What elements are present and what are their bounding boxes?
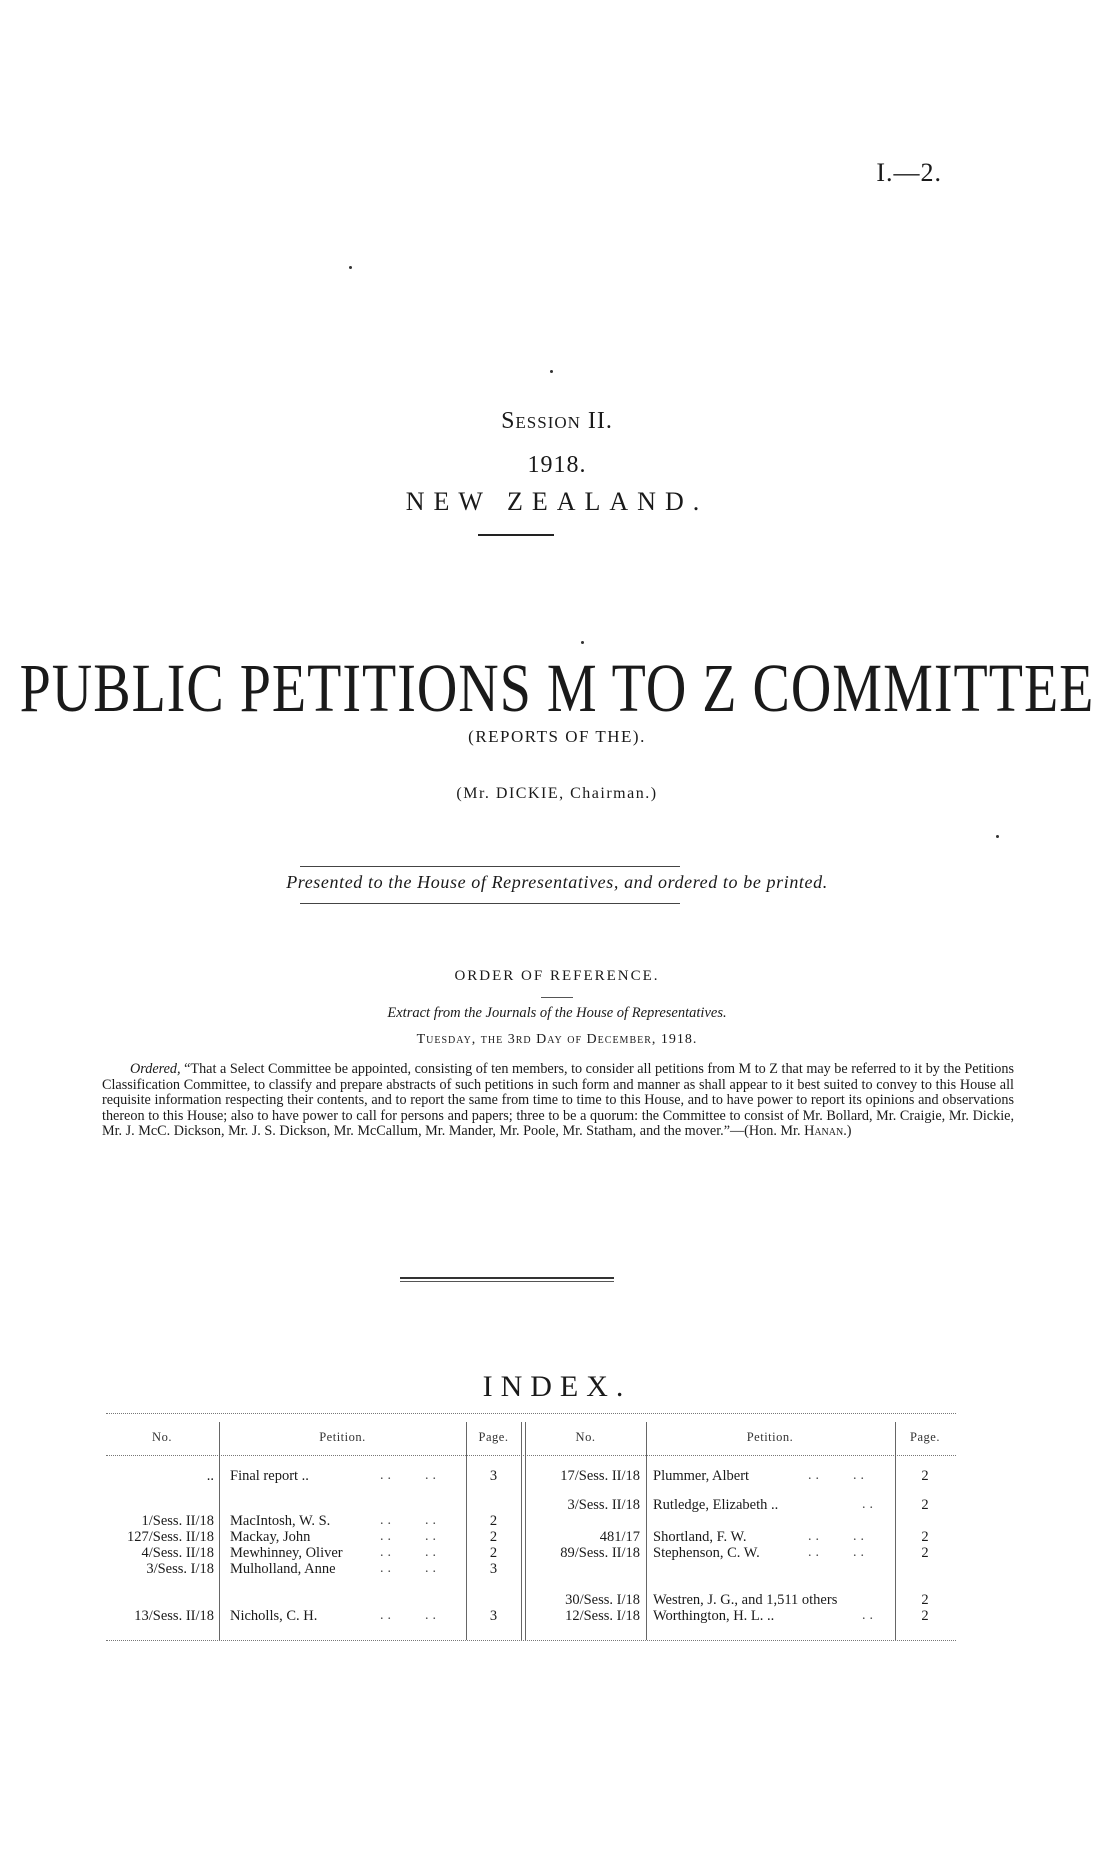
entry-number: 481/17	[599, 1529, 640, 1545]
order-tail: .)	[843, 1123, 852, 1139]
leader-dots: ..	[862, 1497, 877, 1512]
print-speck	[581, 641, 584, 644]
entry-page: 2	[921, 1468, 929, 1484]
divider-rule	[400, 1277, 614, 1279]
divider-rule	[300, 866, 680, 867]
table-rule	[106, 1413, 956, 1414]
entry-number: 3/Sess. I/18	[146, 1561, 214, 1577]
country-name: NEW ZEALAND.	[405, 487, 709, 516]
print-speck	[349, 266, 352, 269]
header-no: No.	[575, 1430, 596, 1444]
document-title: PUBLIC PETITIONS M TO Z COMMITTEE	[19, 651, 1095, 727]
entry-page: 2	[921, 1529, 929, 1545]
leader-dots: .. ..	[380, 1608, 440, 1623]
leader-dots: .. ..	[808, 1545, 868, 1560]
leader-dots: .. ..	[380, 1561, 440, 1576]
entry-petitioner: Westren, J. G., and 1,511 others	[653, 1592, 838, 1608]
divider-rule	[541, 997, 573, 998]
header-no: No.	[152, 1430, 172, 1444]
entry-petitioner: Plummer, Albert	[653, 1468, 750, 1484]
entry-number: ..	[206, 1468, 214, 1484]
print-speck	[996, 835, 999, 838]
entry-petitioner: Worthington, H. L. ..	[653, 1608, 775, 1624]
entry-page: 2	[921, 1592, 929, 1608]
header-page: Page.	[478, 1430, 509, 1444]
entry-page: 2	[489, 1545, 498, 1561]
entry-number: 12/Sess. I/18	[565, 1608, 640, 1624]
order-date: Tuesday, the 3rd Day of December, 1918.	[416, 1032, 698, 1047]
divider-rule	[400, 1281, 614, 1282]
entry-petitioner: Stephenson, C. W.	[653, 1545, 760, 1561]
column-rule	[521, 1422, 522, 1640]
entry-petitioner: Final report ..	[230, 1468, 309, 1484]
ordered-word: Ordered,	[130, 1061, 181, 1077]
entry-page: 2	[921, 1545, 929, 1561]
entry-petitioner: Nicholls, C. H.	[230, 1608, 318, 1624]
entry-page: 3	[489, 1608, 498, 1624]
entry-page: 2	[921, 1497, 929, 1513]
table-rule	[106, 1640, 956, 1641]
entry-petitioner: Mulholland, Anne	[230, 1561, 336, 1577]
order-body	[102, 1062, 1014, 1140]
session-label: Session II.	[501, 408, 613, 434]
divider-rule	[478, 534, 554, 536]
header-petition: Petition.	[746, 1430, 794, 1444]
table-rule	[106, 1455, 956, 1456]
entry-page: 2	[489, 1513, 498, 1529]
leader-dots: .. ..	[808, 1529, 868, 1544]
entry-petitioner: Rutledge, Elizabeth ..	[653, 1497, 779, 1513]
entry-petitioner: Shortland, F. W.	[653, 1529, 747, 1545]
entry-number: 13/Sess. II/18	[134, 1608, 214, 1624]
header-petition: Petition.	[319, 1430, 366, 1444]
divider-rule	[300, 903, 680, 904]
chairman-line: (Mr. DICKIE, Chairman.)	[456, 785, 658, 802]
print-speck	[550, 370, 553, 373]
entry-petitioner: Mewhinney, Oliver	[230, 1545, 343, 1561]
entry-petitioner: MacIntosh, W. S.	[230, 1513, 331, 1529]
page-reference: I.—2.	[876, 158, 942, 187]
order-heading: ORDER OF REFERENCE.	[454, 968, 660, 984]
entry-petitioner: Mackay, John	[230, 1529, 311, 1545]
entry-page: 2	[921, 1608, 929, 1624]
entry-number: 3/Sess. II/18	[567, 1497, 640, 1513]
entry-number: 1/Sess. II/18	[141, 1513, 214, 1529]
leader-dots: .. ..	[380, 1468, 440, 1483]
session-year: 1918.	[527, 452, 587, 478]
leader-dots: .. ..	[380, 1545, 440, 1560]
entry-page: 3	[489, 1468, 498, 1484]
mover-name: Hanan	[804, 1123, 844, 1139]
entry-number: 17/Sess. II/18	[560, 1468, 640, 1484]
entry-number: 30/Sess. I/18	[565, 1592, 640, 1608]
header-page: Page.	[910, 1430, 940, 1444]
entry-page: 2	[489, 1529, 498, 1545]
column-rule	[646, 1422, 647, 1640]
entry-number: 89/Sess. II/18	[560, 1545, 640, 1561]
entry-number: 4/Sess. II/18	[141, 1545, 214, 1561]
leader-dots: .. ..	[808, 1468, 868, 1483]
order-text: “That a Select Committee be appointed, consisting of ten members, to consider all petitions from M to Z that may be referred to it by the Petitions Classification Committee, to classify and prepare abstracts of such petitions in such form and manner as shall appear to it best suited to convey to this House all requisite information respecting their contents, and to report the same from time to time to this House, and to have power to report its opinions and observations thereon to this House; also to have power to call for persons and papers; three to be a quorum: the Committee to consist of Mr. Bollard, Mr. Craigie, Mr. Dickie, Mr. J. McC. Dickson, Mr. J. S. Dickson, Mr. McCallum, Mr. Mander, Mr. Poole, Mr. Statham, and the mover.”—(Hon. Mr.	[102, 1061, 1014, 1139]
entry-number: 127/Sess. II/18	[127, 1529, 214, 1545]
presented-line: Presented to the House of Representatives, and ordered to be printed.	[286, 872, 828, 892]
leader-dots: ..	[862, 1608, 877, 1623]
extract-line: Extract from the Journals of the House of Representatives.	[387, 1005, 727, 1021]
leader-dots: .. ..	[380, 1529, 440, 1544]
index-title: INDEX.	[482, 1370, 632, 1403]
entry-page: 3	[489, 1561, 498, 1577]
column-rule	[219, 1422, 220, 1640]
leader-dots: .. ..	[380, 1513, 440, 1528]
document-subtitle: (REPORTS OF THE).	[468, 727, 646, 746]
